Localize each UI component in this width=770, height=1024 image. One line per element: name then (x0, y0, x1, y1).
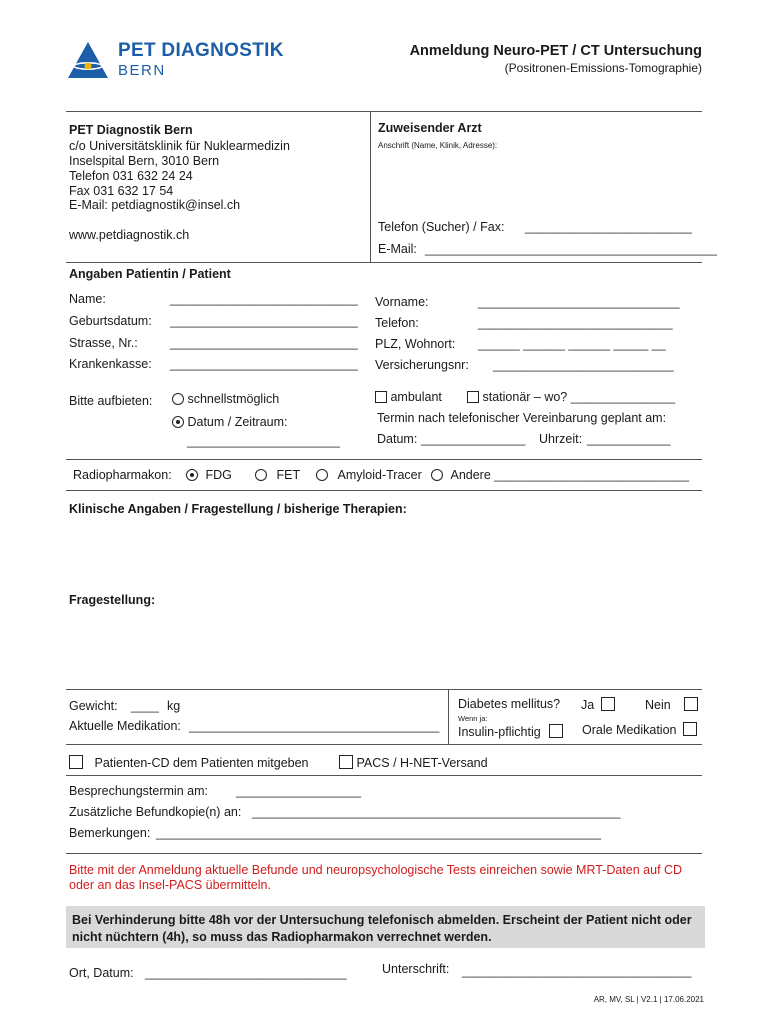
insulin-option[interactable] (458, 724, 563, 739)
address-line1: c/o Universitätsklinik für Nuklearmedizin (69, 139, 290, 153)
logo-triangle-icon (66, 40, 110, 80)
radiopharm-other-field[interactable]: ____________________________ (494, 468, 689, 482)
stationary-label: stationär – wo? (482, 390, 568, 404)
diabetes-no-checkbox[interactable] (684, 697, 698, 711)
question-heading: Fragestellung: (69, 593, 156, 607)
weight-unit: kg (167, 699, 181, 713)
radiopharm-other-label: Andere (450, 468, 491, 482)
oral-medication-label: Orale Medikation (582, 723, 677, 737)
appointment-time-field[interactable]: ____________ (587, 432, 671, 446)
diabetes-no-option[interactable] (645, 697, 698, 712)
insulin-label: Insulin-pflichtig (458, 725, 541, 739)
weight-label: Gewicht: (69, 699, 118, 713)
patient-phone-label: Telefon: (375, 316, 419, 330)
patient-zip-field[interactable]: ______ ______ ______ _____ __ (478, 337, 666, 351)
patient-divider (66, 262, 702, 263)
radiopharm-fet-label: FET (276, 468, 301, 482)
cancellation-notice-text: Bei Verhinderung bitte 48h vor der Untersuchung telefonisch abmelden. Erscheint der Patient nicht oder nicht nüchtern (4h), so muss das Radiopharmakon verrechnet werden. (72, 913, 692, 944)
logo-text: PET DIAGNOSTIK (118, 40, 284, 61)
schedule-asap-option[interactable] (172, 392, 279, 406)
pacs-label: PACS / H-NET-Versand (356, 756, 488, 770)
patient-insurance-field[interactable]: ___________________________ (170, 357, 358, 371)
patient-phone-field[interactable]: ____________________________ (478, 316, 673, 330)
patient-birth-field[interactable]: ___________________________ (170, 314, 358, 328)
radiopharm-other-radio[interactable] (431, 469, 443, 481)
radiopharm-fet-option[interactable] (255, 468, 300, 482)
place-date-field[interactable]: _____________________________ (145, 966, 347, 980)
radiopharm-top-line (66, 459, 702, 460)
phone-appointment-note: Termin nach telefonischer Vereinbarung geplant am: (377, 411, 667, 425)
remarks-field[interactable]: ________________________________________________________________ (156, 826, 601, 840)
address-fax: Fax 031 632 17 54 (69, 184, 174, 198)
referrer-heading: Zuweisender Arzt (378, 121, 482, 135)
patient-street-field[interactable]: ___________________________ (170, 336, 358, 350)
logo-subtext: BERN (118, 62, 166, 79)
address-phone: Telefon 031 632 24 24 (69, 169, 193, 183)
patient-zip-label: PLZ, Wohnort: (375, 337, 456, 351)
diabetes-yes-label: Ja (581, 698, 595, 712)
signature-label: Unterschrift: (382, 962, 450, 976)
patient-heading: Angaben Patientin / Patient (69, 267, 231, 281)
copies-label: Zusätzliche Befundkopie(n) an: (69, 805, 242, 819)
schedule-date-option[interactable] (172, 415, 288, 429)
radiopharm-amyloid-radio[interactable] (316, 469, 328, 481)
ambulant-option[interactable] (375, 390, 442, 404)
radiopharm-fdg-option[interactable] (186, 468, 232, 482)
patient-insurance-label: Krankenkasse: (69, 357, 152, 371)
diabetes-yes-checkbox[interactable] (601, 697, 615, 711)
referrer-email-field[interactable]: __________________________________________ (425, 242, 717, 256)
remarks-label: Bemerkungen: (69, 826, 151, 840)
patient-cd-label: Patienten-CD dem Patienten mitgeben (94, 756, 309, 770)
insulin-checkbox[interactable] (549, 724, 563, 738)
pacs-checkbox[interactable] (339, 755, 353, 769)
vitals-bottom-line (66, 744, 702, 745)
schedule-date-radio[interactable] (172, 416, 184, 428)
patient-birth-label: Geburtsdatum: (69, 314, 152, 328)
ambulant-checkbox[interactable] (375, 391, 387, 403)
notice-top-line (66, 853, 702, 854)
patient-insno-field[interactable]: __________________________ (493, 358, 674, 372)
patient-street-label: Strasse, Nr.: (69, 336, 138, 350)
radiopharm-other-option[interactable] (431, 468, 689, 482)
schedule-date-label: Datum / Zeitraum: (187, 415, 288, 429)
referrer-phone-label: Telefon (Sucher) / Fax: (378, 220, 505, 234)
weight-field[interactable]: ____ (131, 699, 159, 713)
schedule-asap-label: schnellstmöglich (187, 392, 280, 406)
followup-top-line (66, 775, 702, 776)
medication-field[interactable]: ____________________________________ (189, 719, 440, 733)
oral-medication-option[interactable] (582, 722, 697, 737)
referrer-email-label: E-Mail: (378, 242, 417, 256)
clinical-text-area[interactable] (69, 520, 699, 590)
diabetes-no-label: Nein (645, 698, 671, 712)
pacs-option[interactable] (339, 755, 488, 770)
radiopharm-fdg-label: FDG (205, 468, 232, 482)
radiopharm-fdg-radio[interactable] (186, 469, 198, 481)
radiopharm-amyloid-label: Amyloid-Tracer (337, 468, 422, 482)
referrer-note: Anschrift (Name, Klinik, Adresse): (378, 141, 498, 150)
page-title: Anmeldung Neuro-PET / CT Untersuchung (409, 43, 702, 59)
oral-medication-checkbox[interactable] (683, 722, 697, 736)
appointment-time-label: Uhrzeit: (539, 432, 583, 446)
patient-firstname-label: Vorname: (375, 295, 429, 309)
radiopharm-amyloid-option[interactable] (316, 468, 422, 482)
patient-name-label: Name: (69, 292, 106, 306)
vitals-top-line (66, 689, 702, 690)
radiopharm-fet-radio[interactable] (255, 469, 267, 481)
meeting-label: Besprechungstermin am: (69, 784, 208, 798)
schedule-asap-radio[interactable] (172, 393, 184, 405)
patient-cd-option[interactable] (69, 755, 309, 770)
schedule-label: Bitte aufbieten: (69, 394, 153, 408)
schedule-date-field[interactable]: ______________________ (187, 434, 340, 448)
address-email: E-Mail: petdiagnostik@insel.ch (69, 198, 241, 212)
address-name: PET Diagnostik Bern (69, 123, 193, 137)
stationary-checkbox[interactable] (467, 391, 479, 403)
question-text-area[interactable] (69, 610, 699, 685)
radiopharm-bottom-line (66, 490, 702, 491)
wenn-ja-note: Wenn ja: (458, 714, 488, 723)
clinical-heading: Klinische Angaben / Fragestellung / bisherige Therapien: (69, 502, 407, 516)
stationary-option[interactable] (467, 390, 675, 404)
medication-label: Aktuelle Medikation: (69, 719, 181, 733)
appointment-date-field[interactable]: _______________ (421, 432, 526, 446)
signature-field[interactable]: _________________________________ (462, 964, 692, 978)
red-notice: Bitte mit der Anmeldung aktuelle Befunde und neuropsychologische Tests einreichen sowie MRT-Daten auf CD oder an das Insel-PACS übermitteln. (69, 863, 683, 892)
copies-field[interactable]: _____________________________________________________ (252, 805, 621, 819)
meeting-field[interactable]: __________________ (236, 784, 362, 798)
ambulant-label: ambulant (390, 390, 442, 404)
appointment-date-label: Datum: (377, 432, 418, 446)
header-vertical-divider (370, 112, 371, 262)
cancellation-notice-box (66, 906, 705, 948)
referrer-phone-field[interactable]: ________________________ (525, 220, 692, 234)
diabetes-label: Diabetes mellitus? (458, 697, 561, 711)
patient-insno-label: Versicherungsnr: (375, 358, 469, 372)
header-divider (66, 111, 702, 112)
radiopharm-label: Radiopharmakon: (73, 468, 172, 482)
diabetes-yes-option[interactable] (581, 697, 615, 712)
place-date-label: Ort, Datum: (69, 966, 134, 980)
page-subtitle: (Positronen-Emissions-Tomographie) (504, 61, 702, 75)
footer-version: AR, MV, SL | V2.1 | 17.06.2021 (593, 995, 704, 1004)
vitals-vertical-divider (448, 690, 449, 744)
address-line2: Inselspital Bern, 3010 Bern (69, 154, 220, 168)
address-web: www.petdiagnostik.ch (69, 228, 190, 242)
patient-firstname-field[interactable]: _____________________________ (478, 295, 680, 309)
patient-cd-checkbox[interactable] (69, 755, 83, 769)
patient-name-field[interactable]: ___________________________ (170, 292, 358, 306)
stationary-field[interactable]: _______________ (570, 390, 676, 404)
